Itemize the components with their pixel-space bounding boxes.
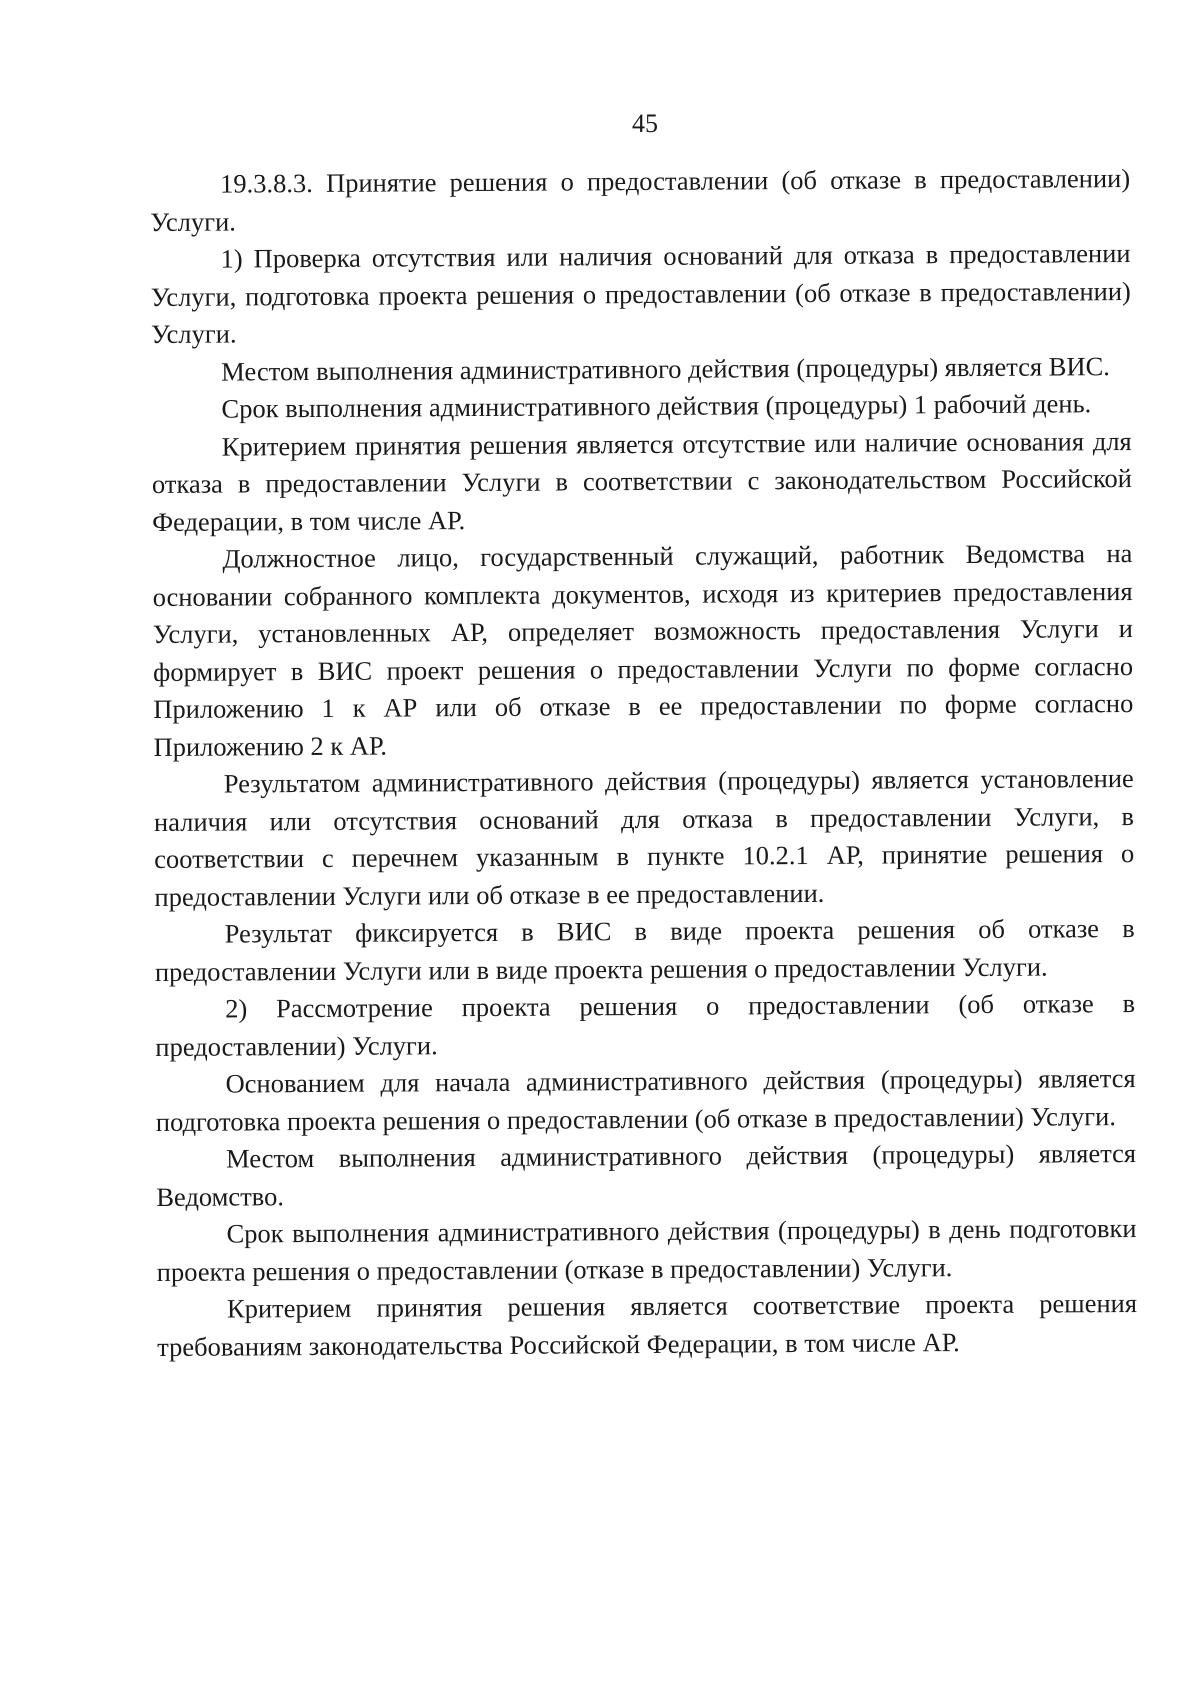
- paragraph-result: Результатом административного действия (процедуры) является установление наличия или отсутствия оснований для отказа в предоставлении Услуги, в соответствии с перечнем указанным в пункте 10.2.1 АР, принятие решения о предоставлении Услуги или об отказе в ее предоставлении.: [153, 763, 1135, 912]
- paragraph-criterion-2: Критерием принятия решения является соответствие проекта решения требованиям законодательства Российской Федерации, в том числе АР.: [157, 1287, 1138, 1362]
- document-body: [150, 160, 1137, 1366]
- paragraph-step-1: 1) Проверка отсутствия или наличия оснований для отказа в предоставлении Услуги, подготовка проекта решения о предоставлении (об отказе в предоставлении) Услуги.: [150, 238, 1131, 349]
- paragraph-term-2: Срок выполнения административного действия (процедуры) в день подготовки проекта решения о предоставлении (отказе в предоставлении) Услуги.: [156, 1212, 1137, 1287]
- paragraph-basis: Основанием для начала административного действия (процедуры) является подготовка проекта решения о предоставлении (об отказе в предоставлении) Услуги.: [155, 1062, 1136, 1137]
- paragraph-result-fixation: Результат фиксируется в ВИС в виде проекта решения об отказе в предоставлении Услуги или в виде проекта решения о предоставлении Услуги.: [154, 912, 1135, 987]
- paragraph-place: Местом выполнения административного действия (процедуры) является ВИС.: [221, 350, 1110, 387]
- paragraph-term: Срок выполнения административного действия (процедуры) 1 рабочий день.: [221, 388, 1092, 424]
- paragraph-official: Должностное лицо, государственный служащий, работник Ведомства на основании собранного комплекта документов, исходя из критериев предоставления Услуги, установленных АР, определяет возможность предоставления Услуги и формирует в ВИС проект решения о предоставлении Услуги по форме согласно Приложению 1 к АР или об отказе в ее предоставлении по форме согласно Приложению 2 к АР.: [152, 538, 1134, 762]
- paragraph-step-2: 2) Рассмотрение проекта решения о предоставлении (об отказе в предоставлении) Услуги.: [155, 987, 1136, 1062]
- paragraph-heading-19-3-8-3: 19.3.8.3. Принятие решения о предоставлении (об отказе в предоставлении) Услуги.: [150, 163, 1131, 237]
- paragraph-criterion: Критерием принятия решения является отсутствие или наличие основания для отказа в предоставлении Услуги в соответствии с законодательством Российской Федерации, в том числе АР.: [151, 425, 1133, 537]
- page-number: 45: [632, 109, 658, 138]
- paragraph-place-2: Местом выполнения административного действия (процедуры) является Ведомство.: [156, 1137, 1137, 1212]
